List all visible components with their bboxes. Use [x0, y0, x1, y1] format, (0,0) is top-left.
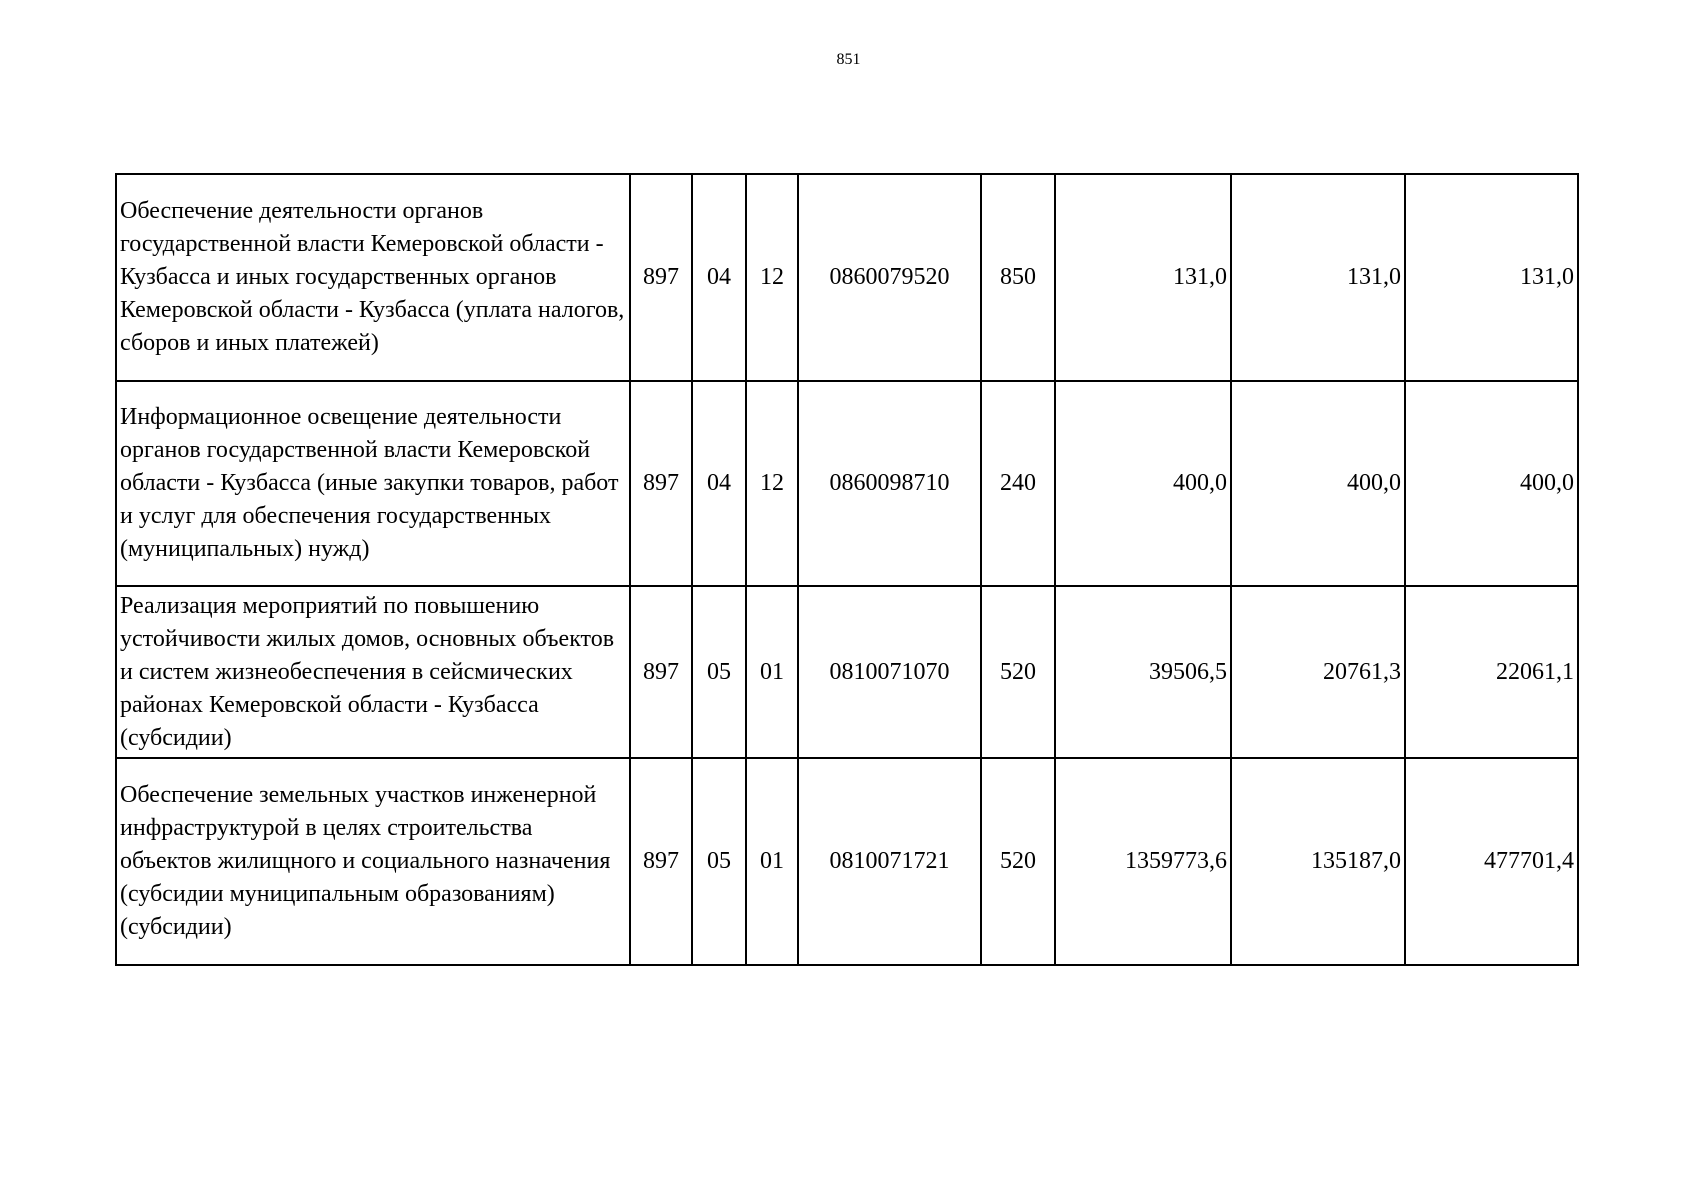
table-row [116, 381, 1578, 586]
sum-year-3: 22061,1 [1405, 586, 1578, 758]
expense-type-code: 240 [981, 381, 1055, 586]
row-description: Реализация мероприятий по повышению устойчивости жилых домов, основных объектов и систем жизнеобеспечения в сейсмических районах Кемеровской области - Кузбасса (субсидии) [116, 586, 630, 758]
expense-type-code: 520 [981, 586, 1055, 758]
ministry-code: 897 [630, 586, 692, 758]
expense-type-code: 520 [981, 758, 1055, 965]
sum-year-3: 477701,4 [1405, 758, 1578, 965]
ministry-code: 897 [630, 174, 692, 381]
sum-year-2: 20761,3 [1231, 586, 1405, 758]
page-number: 851 [836, 51, 861, 68]
section-code: 05 [692, 758, 746, 965]
ministry-code: 897 [630, 381, 692, 586]
row-description: Информационное освещение деятельности органов государственной власти Кемеровской области - Кузбасса (иные закупки товаров, работ и услуг для обеспечения государственных (муниципальных) нужд) [116, 381, 630, 586]
sum-year-2: 135187,0 [1231, 758, 1405, 965]
sum-year-1: 39506,5 [1055, 586, 1231, 758]
target-article-code: 0860098710 [798, 381, 981, 586]
ministry-code: 897 [630, 758, 692, 965]
budget-table [115, 173, 1579, 966]
section-code: 05 [692, 586, 746, 758]
section-code: 04 [692, 174, 746, 381]
target-article-code: 0860079520 [798, 174, 981, 381]
subsection-code: 01 [746, 586, 798, 758]
table-row [116, 174, 1578, 381]
section-code: 04 [692, 381, 746, 586]
row-description: Обеспечение деятельности органов государственной власти Кемеровской области - Кузбасса и иных государственных органов Кемеровской области - Кузбасса (уплата налогов, сборов и иных платежей) [116, 174, 630, 381]
table-row [116, 586, 1578, 758]
row-description: Обеспечение земельных участков инженерной инфраструктурой в целях строительства объектов жилищного и социального назначения (субсидии муниципальным образованиям) (субсидии) [116, 758, 630, 965]
table-row [116, 758, 1578, 965]
subsection-code: 12 [746, 174, 798, 381]
target-article-code: 0810071070 [798, 586, 981, 758]
subsection-code: 01 [746, 758, 798, 965]
sum-year-2: 131,0 [1231, 174, 1405, 381]
sum-year-1: 131,0 [1055, 174, 1231, 381]
sum-year-3: 131,0 [1405, 174, 1578, 381]
sum-year-3: 400,0 [1405, 381, 1578, 586]
subsection-code: 12 [746, 381, 798, 586]
expense-type-code: 850 [981, 174, 1055, 381]
sum-year-1: 1359773,6 [1055, 758, 1231, 965]
sum-year-2: 400,0 [1231, 381, 1405, 586]
sum-year-1: 400,0 [1055, 381, 1231, 586]
target-article-code: 0810071721 [798, 758, 981, 965]
